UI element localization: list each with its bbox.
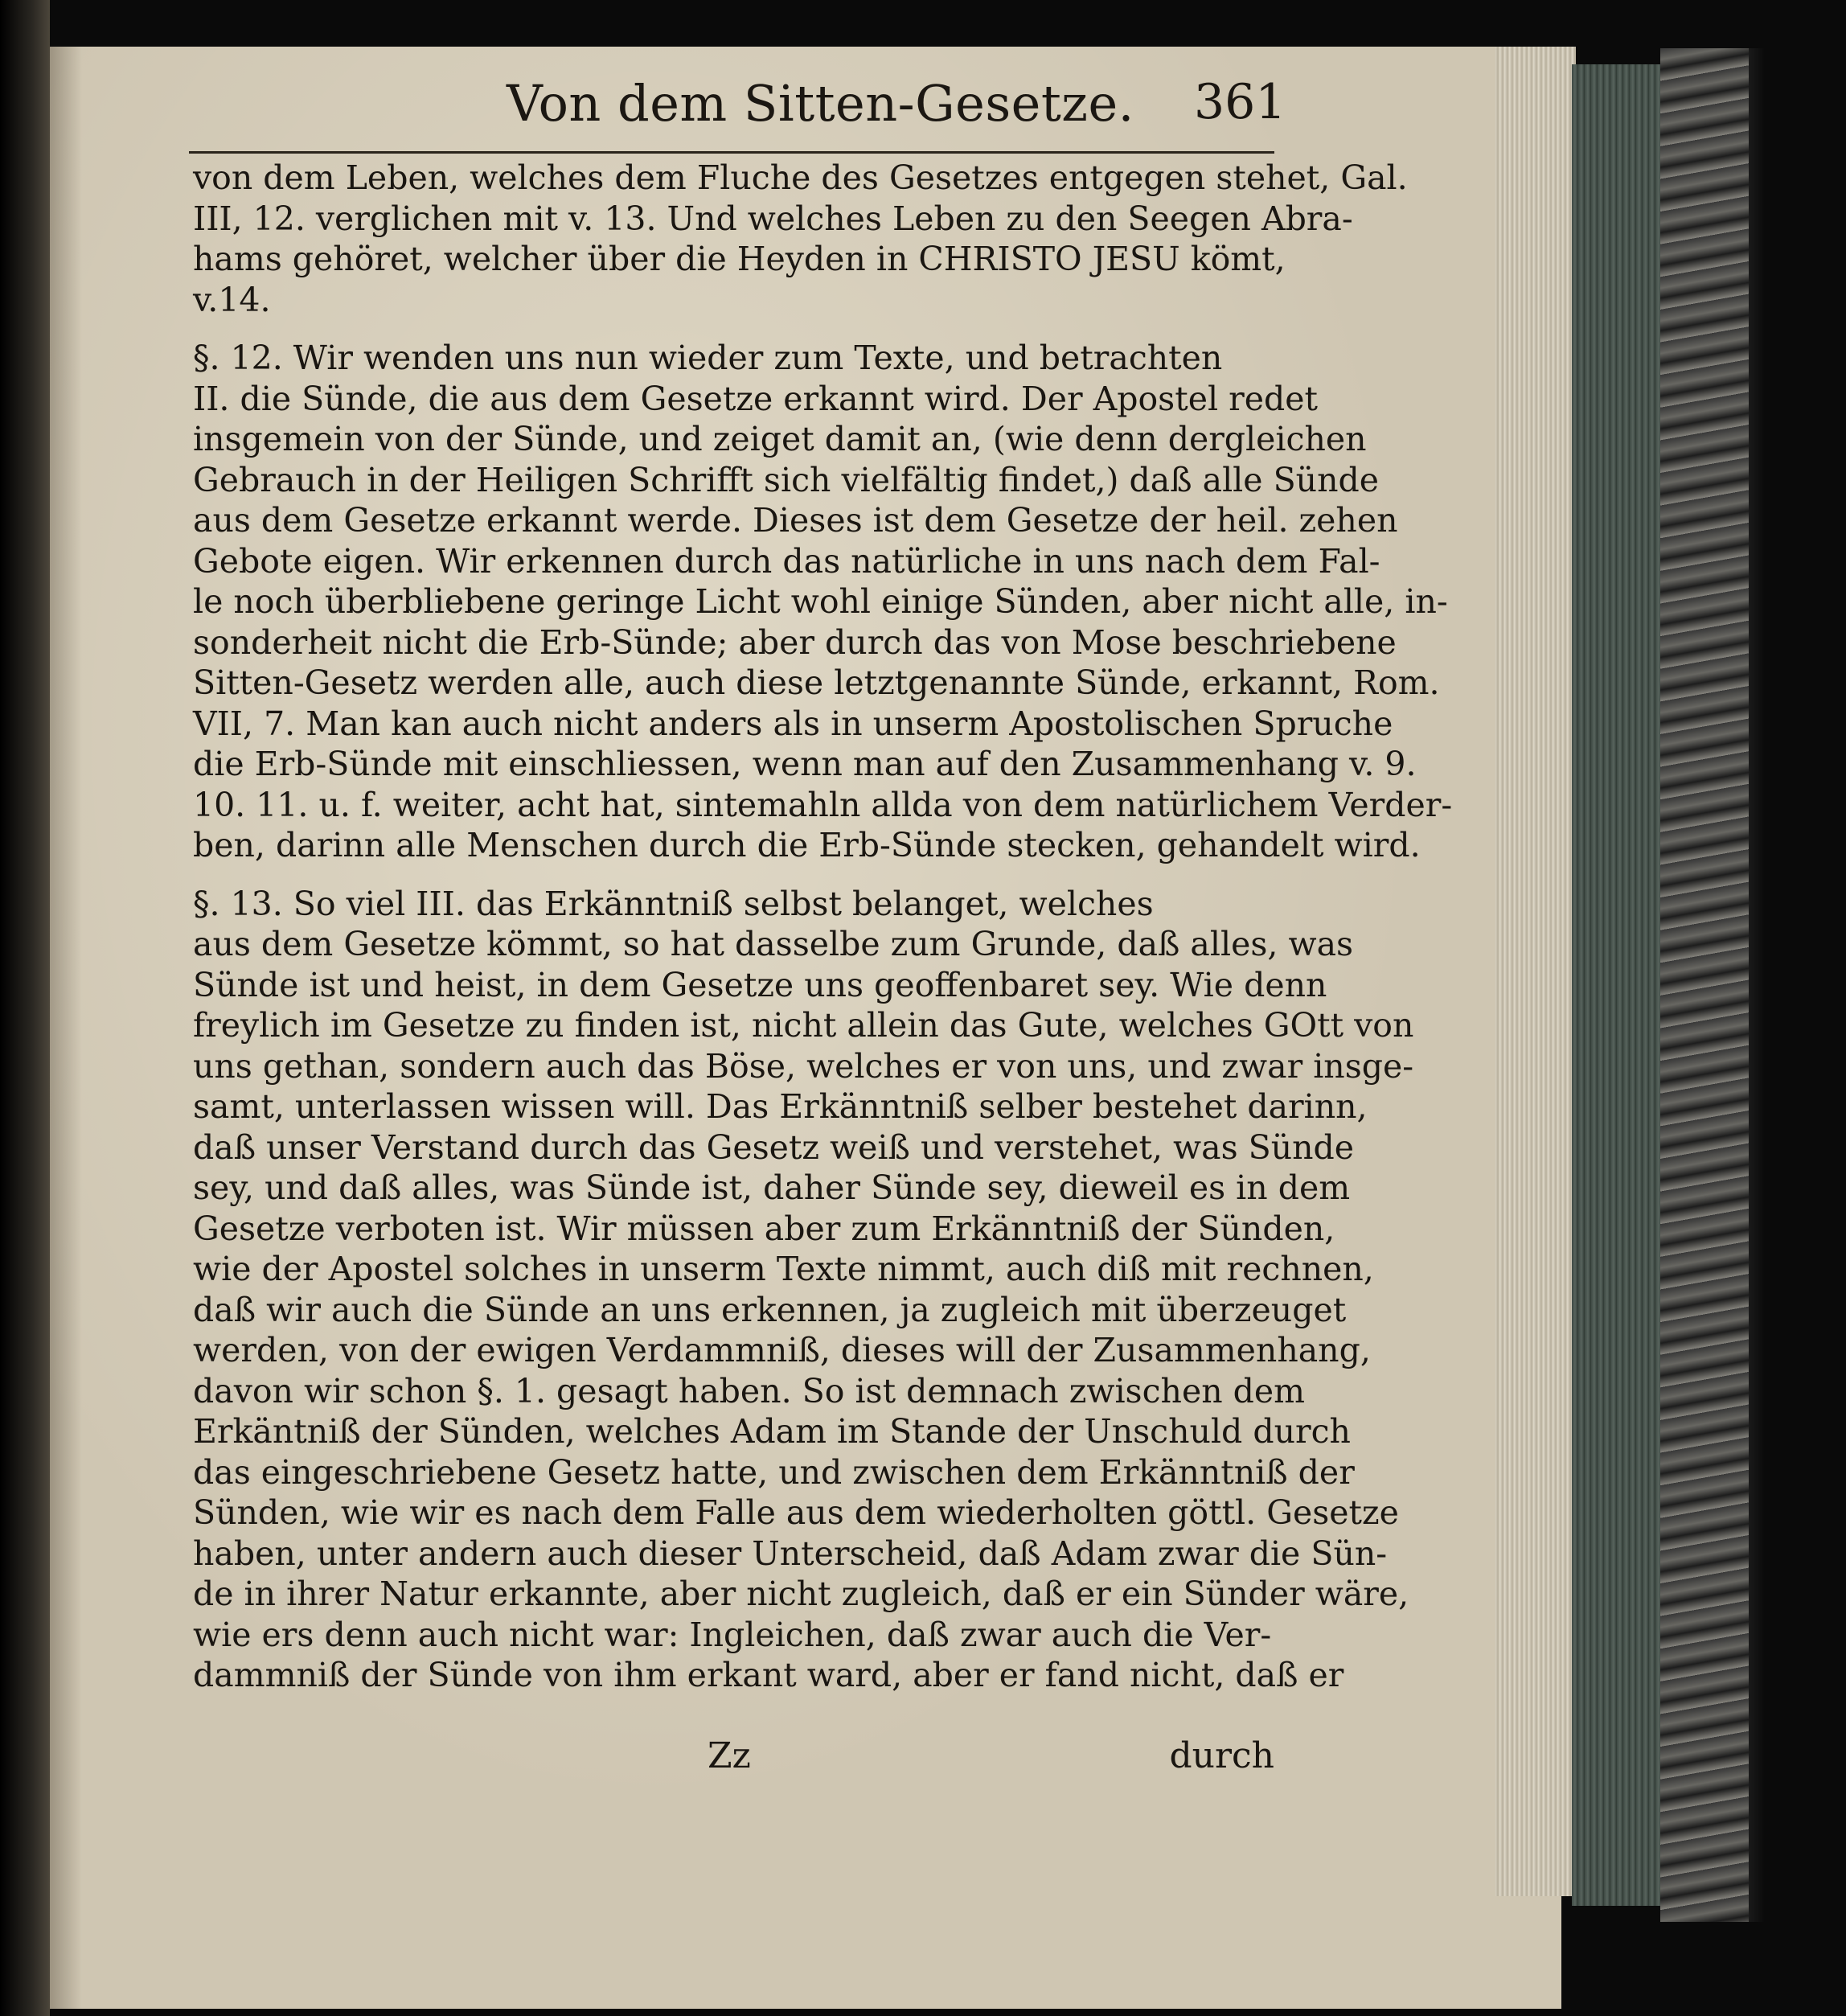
text-line: hams gehöret, welcher über die Heyden in CHRISTO JESU kömt, (193, 240, 1286, 278)
marbled-cover (1660, 48, 1749, 1922)
text-line: Gebote eigen. Wir erkennen durch das natürliche in uns nach dem Fal- (193, 541, 1380, 581)
text-line: Gebrauch in der Heiligen Schrifft sich vielfältig findet,) daß alle Sünde (193, 460, 1379, 499)
text-line: wie ers denn auch nicht war: Ingleichen, daß zwar auch die Ver- (193, 1615, 1272, 1654)
text-line: Erkäntniß der Sünden, welches Adam im Stande der Unschuld durch (193, 1412, 1351, 1451)
text-line: le noch überbliebene geringe Licht wohl einige Sünden, aber nicht alle, in- (193, 582, 1448, 621)
page-header (193, 74, 1286, 150)
text-line: sey, und daß alles, was Sünde ist, daher Sünde sey, dieweil es in dem (193, 1168, 1351, 1207)
text-line: daß wir auch die Sünde an uns erkennen, ja zugleich mit überzeuget (193, 1290, 1347, 1329)
text-line: daß unser Verstand durch das Gesetz weiß und verstehet, was Sünde (193, 1127, 1355, 1167)
catchword: durch (1169, 1735, 1274, 1776)
text-line: VII, 7. Man kan auch nicht anders als in unserm Apostolischen Spruche (193, 704, 1393, 743)
text-line: III, 12. verglichen mit v. 13. Und welches Leben zu den Seegen Abra- (193, 199, 1353, 238)
text-line: das eingeschriebene Gesetz hatte, und zwischen dem Erkänntniß der (193, 1452, 1355, 1492)
text-line: ben, darinn alle Menschen durch die Erb-Sünde stecken, gehandelt wird. (193, 826, 1421, 864)
text-line: de in ihrer Natur erkannte, aber nicht zugleich, daß er ein Sünder wäre, (193, 1575, 1409, 1613)
signature-mark: Zz (708, 1735, 751, 1776)
page-number: 361 (1194, 74, 1286, 130)
paragraph (193, 338, 1453, 866)
running-title: Von dem Sitten-Gesetze. (507, 74, 1134, 133)
scan-left-border (0, 0, 50, 2016)
text-line: werden, von der ewigen Verdammniß, dieses will der Zusammenhang, (193, 1331, 1371, 1369)
page-edges (1495, 47, 1576, 1896)
text-line: §. 12. Wir wenden uns nun wieder zum Texte, und betrachten (193, 339, 1223, 377)
text-line: dammniß der Sünde von ihm erkant ward, aber er fand nicht, daß er (193, 1656, 1344, 1694)
paragraph (193, 158, 1408, 320)
text-line: davon wir schon §. 1. gesagt haben. So ist demnach zwischen dem (193, 1371, 1306, 1410)
paragraph (193, 884, 1414, 1696)
text-line: insgemein von der Sünde, und zeiget damit an, (wie denn dergleichen (193, 420, 1367, 458)
text-line: 10. 11. u. f. weiter, acht hat, sintemahln allda von dem natürlichem Verder- (193, 785, 1453, 824)
body-text (193, 158, 1453, 1696)
page-edge-shadow (1572, 64, 1660, 1906)
paragraph-gap (193, 320, 1274, 338)
text-line: §. 13. So viel III. das Erkänntniß selbst belanget, welches (193, 884, 1154, 923)
text-line: Sünde ist und heist, in dem Gesetze uns geoffenbaret sey. Wie denn (193, 965, 1327, 1004)
text-line: II. die Sünde, die aus dem Gesetze erkannt wird. Der Apostel redet (193, 379, 1318, 418)
text-line: uns gethan, sondern auch das Böse, welches er von uns, und zwar insge- (193, 1046, 1414, 1086)
text-line: aus dem Gesetze erkannt werde. Dieses ist dem Gesetze der heil. zehen (193, 501, 1398, 540)
page-footer (193, 1735, 1274, 1784)
header-rule (189, 151, 1274, 154)
text-line: Gesetze verboten ist. Wir müssen aber zum Erkänntniß der Sünden, (193, 1209, 1335, 1248)
paragraph-gap (193, 866, 1274, 884)
text-line: die Erb-Sünde mit einschliessen, wenn man auf den Zusammenhang v. 9. (193, 745, 1417, 783)
text-line: samt, unterlassen wissen will. Das Erkänntniß selber bestehet darinn, (193, 1087, 1368, 1126)
text-line: freylich im Gesetze zu finden ist, nicht allein das Gute, welches GOtt von (193, 1006, 1414, 1045)
text-line: von dem Leben, welches dem Fluche des Gesetzes entgegen stehet, Gal. (193, 158, 1408, 197)
cover-shadow (1749, 48, 1765, 1922)
text-line: sonderheit nicht die Erb-Sünde; aber durch das von Mose beschriebene (193, 622, 1397, 662)
text-line: Sünden, wie wir es nach dem Falle aus dem wiederholten göttl. Gesetze (193, 1493, 1399, 1532)
text-line: wie der Apostel solches in unserm Texte nimmt, auch diß mit rechnen, (193, 1250, 1374, 1288)
text-line: v.14. (193, 280, 271, 319)
text-line: haben, unter andern auch dieser Unterscheid, daß Adam zwar die Sün- (193, 1534, 1388, 1573)
text-line: aus dem Gesetze kömmt, so hat dasselbe zum Grunde, daß alles, was (193, 925, 1354, 963)
text-line: Sitten-Gesetz werden alle, auch diese letztgenannte Sünde, erkannt, Rom. (193, 663, 1440, 702)
